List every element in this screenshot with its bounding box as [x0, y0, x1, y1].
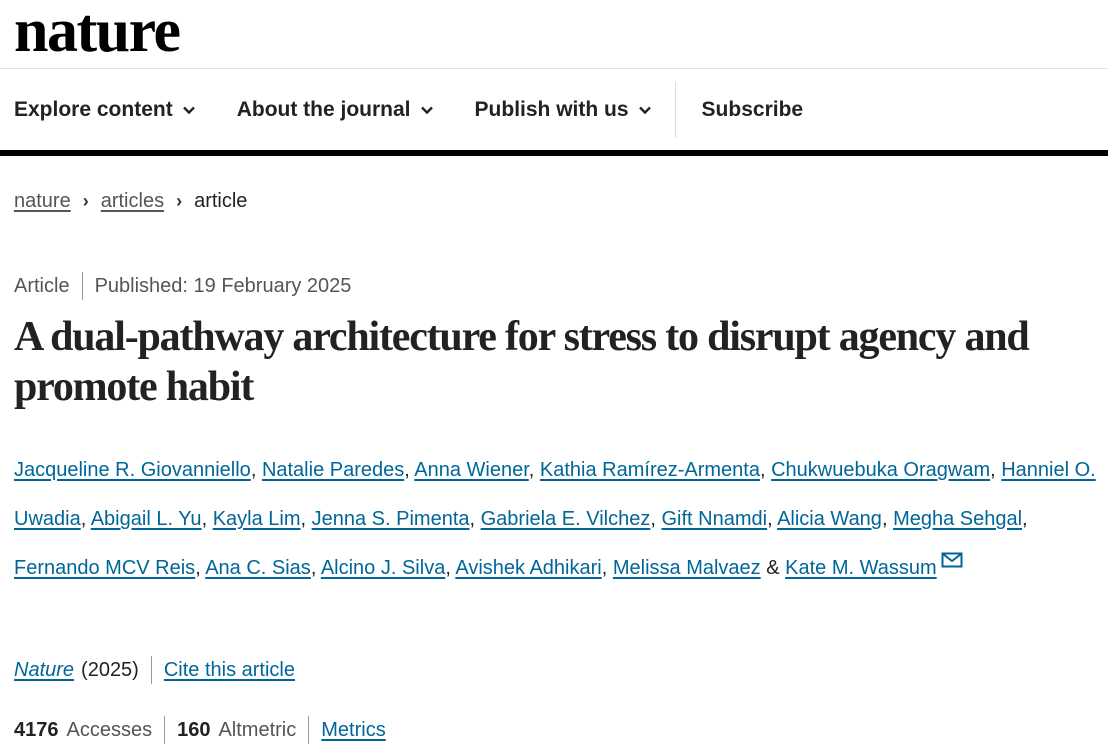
author-separator: ,: [80, 508, 91, 530]
metrics-divider: [308, 716, 309, 744]
author-separator: ,: [601, 557, 613, 579]
article-meta: [14, 272, 351, 300]
author-separator: ,: [201, 508, 213, 530]
author-separator: ,: [650, 508, 662, 530]
article-title: A dual-pathway architecture for stress to disrupt agency and promote habit: [14, 314, 1029, 410]
nav-publish-with-us-label: Publish with us: [474, 98, 629, 121]
breadcrumb-articles[interactable]: articles: [100, 190, 165, 212]
nature-logo[interactable]: nature: [14, 0, 180, 65]
nav-about-the-journal[interactable]: [237, 98, 435, 122]
author-link[interactable]: Alcino J. Silva: [320, 557, 446, 579]
author-link[interactable]: Gift Nnamdi: [661, 508, 768, 530]
author-link[interactable]: Jenna S. Pimenta: [311, 508, 470, 530]
author-separator: ,: [759, 459, 772, 481]
author-separator: ,: [300, 508, 312, 530]
author-link[interactable]: Megha Sehgal: [893, 508, 1023, 530]
journal-link[interactable]: Nature: [14, 658, 75, 681]
meta-divider: [82, 272, 83, 300]
author-separator: ,: [469, 508, 481, 530]
breadcrumb: [14, 190, 247, 213]
author-link[interactable]: Gabriela E. Vilchez: [480, 508, 651, 530]
accesses-label: Accesses: [66, 718, 153, 741]
nav-explore-content-label: Explore content: [14, 98, 173, 121]
altmetric-label: Altmetric: [218, 718, 297, 741]
accesses-count: 4176: [14, 718, 59, 741]
author-separator: ,: [404, 459, 415, 481]
author-link[interactable]: Alicia Wang: [777, 508, 882, 530]
cite-divider: [151, 656, 152, 684]
breadcrumb-current: article: [194, 190, 248, 212]
breadcrumb-nature[interactable]: nature: [14, 190, 71, 212]
main-nav: [14, 82, 843, 138]
author-separator: ,: [528, 459, 540, 481]
chevron-down-icon: [637, 102, 653, 118]
author-link[interactable]: Natalie Paredes: [261, 459, 405, 481]
nav-subscribe-label: Subscribe: [701, 98, 804, 121]
nav-divider: [675, 82, 676, 138]
article-metrics: [14, 716, 386, 744]
breadcrumb-separator: ›: [82, 191, 89, 211]
author-separator: ,: [445, 557, 456, 579]
nav-bottom-bar: [0, 150, 1108, 156]
metrics-divider: [164, 716, 165, 744]
author-link[interactable]: Melissa Malvaez: [612, 557, 761, 579]
author-separator: ,: [767, 508, 778, 530]
author-link[interactable]: Abigail L. Yu: [90, 508, 202, 530]
nav-about-the-journal-label: About the journal: [236, 98, 411, 121]
author-separator: ,: [195, 557, 206, 579]
cite-this-article-link[interactable]: Cite this article: [163, 658, 295, 681]
published-date: Published: 19 February 2025: [94, 274, 352, 297]
author-list: [14, 446, 1104, 593]
metrics-link[interactable]: Metrics: [321, 718, 386, 741]
author-separator: ,: [250, 459, 262, 481]
author-separator: ,: [1022, 508, 1028, 530]
author-link[interactable]: Avishek Adhikari: [455, 557, 602, 579]
author-link[interactable]: Kate M. Wassum: [785, 557, 937, 579]
publication-year: (2025): [81, 658, 139, 681]
author-link[interactable]: Jacqueline R. Giovanniello: [14, 459, 251, 481]
author-link[interactable]: Anna Wiener: [414, 459, 529, 481]
author-joiner: &: [760, 557, 786, 579]
article-type: Article: [14, 274, 70, 297]
author-link[interactable]: Kayla Lim: [212, 508, 301, 530]
nav-subscribe[interactable]: [702, 98, 804, 122]
author-link[interactable]: Kathia Ramírez-Armenta: [539, 459, 760, 481]
author-separator: ,: [990, 459, 1002, 481]
author-link[interactable]: Hanniel O. Uwadia: [14, 459, 1096, 530]
nav-explore-content[interactable]: [14, 98, 197, 122]
header-divider: [0, 68, 1108, 69]
breadcrumb-separator: ›: [176, 191, 183, 211]
nav-publish-with-us[interactable]: [475, 98, 653, 122]
author-separator: ,: [881, 508, 894, 530]
author-link[interactable]: Ana C. Sias: [205, 557, 311, 579]
citation-line: [14, 656, 295, 684]
author-link[interactable]: Fernando MCV Reis: [14, 557, 196, 579]
envelope-icon[interactable]: [941, 552, 963, 568]
chevron-down-icon: [181, 102, 197, 118]
author-link[interactable]: Chukwuebuka Oragwam: [771, 459, 991, 481]
chevron-down-icon: [419, 102, 435, 118]
altmetric-count: 160: [177, 718, 211, 741]
author-separator: ,: [310, 557, 321, 579]
